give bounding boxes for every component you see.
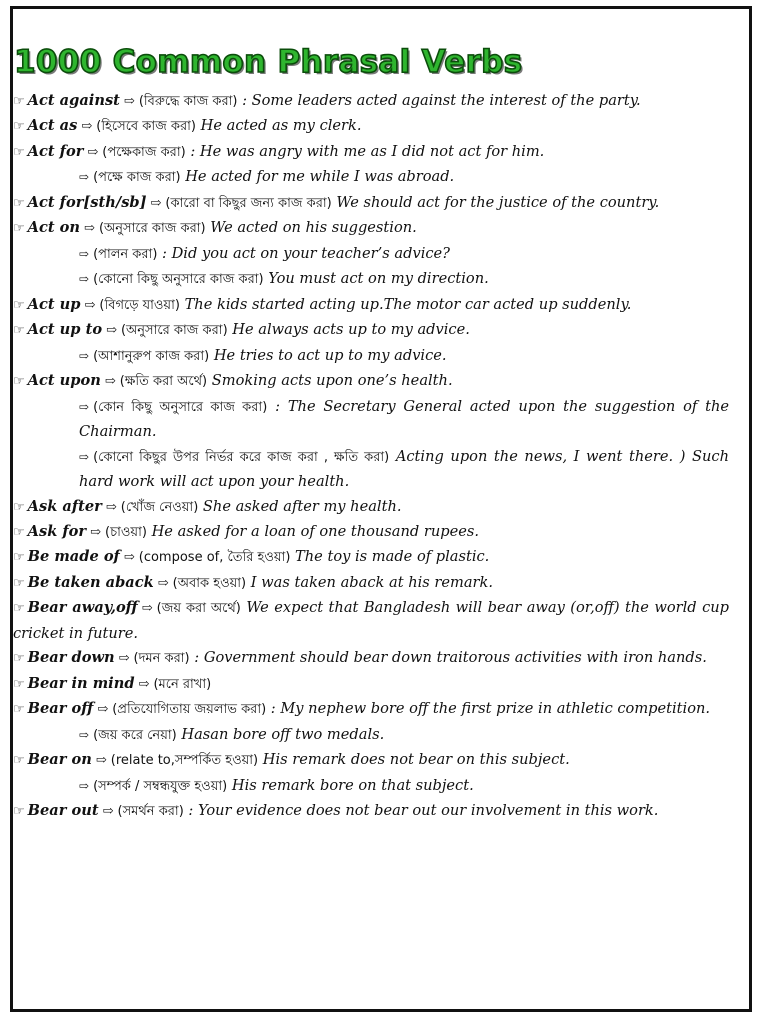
example: We acted on his suggestion. xyxy=(210,219,417,237)
phrase: Bear on xyxy=(27,751,92,769)
right-arrow-icon: ⇨ xyxy=(79,399,90,414)
phrasal-verb-list xyxy=(13,89,729,825)
phrase: Act up to xyxy=(27,321,103,339)
right-arrow-icon: ⇨ xyxy=(138,676,150,692)
example: You must act on my direction. xyxy=(268,270,489,288)
meaning: (অবাক হওয়া) xyxy=(172,575,247,591)
right-arrow-icon: ⇨ xyxy=(105,499,117,515)
list-item xyxy=(13,748,729,773)
meaning: (সম্পর্ক / সম্বন্ধযুক্ত হওয়া) xyxy=(93,778,228,794)
meaning: (কারো বা কিছুর জন্য কাজ করা) xyxy=(165,195,332,211)
list-item xyxy=(13,293,729,318)
meaning: (পক্ষে কাজ করা) xyxy=(93,170,181,186)
pointing-hand-icon: ☞ xyxy=(13,702,25,718)
list-item xyxy=(13,571,729,596)
list-item xyxy=(13,318,729,343)
phrase: Act for[sth/sb] xyxy=(27,193,147,211)
meaning: (কোনো কিছু অনুসারে কাজ করা) xyxy=(93,272,264,288)
sub-item xyxy=(13,774,729,799)
pointing-hand-icon: ☞ xyxy=(13,499,25,515)
meaning: (বিগড়ে যাওয়া) xyxy=(99,297,180,313)
phrase: Act up xyxy=(27,295,81,313)
right-arrow-icon: ⇨ xyxy=(79,778,90,793)
example: : The Secretary General acted upon the suggestion of the Chairman. xyxy=(79,397,729,441)
right-arrow-icon: ⇨ xyxy=(102,804,114,820)
phrase: Act against xyxy=(27,92,120,109)
phrase: Bear down xyxy=(27,649,115,667)
phrase: Ask for xyxy=(27,522,87,540)
meaning: (জয় করা অর্থে) xyxy=(156,601,241,617)
meaning: (প্রতিযোগিতায় জয়লাভ করা) xyxy=(112,702,267,718)
example: He always acts up to my advice. xyxy=(232,321,470,339)
list-item xyxy=(13,596,729,646)
right-arrow-icon: ⇨ xyxy=(79,272,90,287)
right-arrow-icon: ⇨ xyxy=(87,144,99,160)
example: : He was angry with me as I did not act for him. xyxy=(190,142,545,160)
list-item xyxy=(13,697,729,722)
example: His remark does not bear on this subject. xyxy=(262,751,570,769)
right-arrow-icon: ⇨ xyxy=(141,601,153,617)
phrase: Bear off xyxy=(27,700,94,718)
right-arrow-icon: ⇨ xyxy=(79,246,90,261)
right-arrow-icon: ⇨ xyxy=(150,195,162,211)
pointing-hand-icon: ☞ xyxy=(13,651,25,667)
phrase: Bear out xyxy=(27,802,99,820)
list-item xyxy=(13,114,729,139)
pointing-hand-icon: ☞ xyxy=(13,374,25,390)
page-title: 1000 Common Phrasal Verbs xyxy=(14,44,523,80)
phrase: Act on xyxy=(27,219,81,237)
right-arrow-icon: ⇨ xyxy=(84,297,96,313)
example: The kids started acting up.The motor car acted up suddenly. xyxy=(184,295,632,313)
example: He tries to act up to my advice. xyxy=(213,346,447,364)
right-arrow-icon: ⇨ xyxy=(123,94,135,109)
meaning: (আশানুরুপ কাজ করা) xyxy=(93,348,210,364)
pointing-hand-icon: ☞ xyxy=(13,753,25,769)
pointing-hand-icon: ☞ xyxy=(13,575,25,591)
example: : Some leaders acted against the interest of the party. xyxy=(242,92,641,109)
meaning: (পক্ষেকাজ করা) xyxy=(102,144,186,160)
list-item xyxy=(13,216,729,241)
right-arrow-icon: ⇨ xyxy=(79,449,90,464)
example: : Government should bear down traitorous activities with iron hands. xyxy=(194,649,707,667)
meaning: (পালন করা) xyxy=(93,246,158,262)
example: He acted as my clerk. xyxy=(200,117,362,135)
example: Hasan bore off two medals. xyxy=(181,725,385,743)
meaning: (অনুসারে কাজ করা) xyxy=(120,323,228,339)
phrase: Act for xyxy=(27,142,84,160)
right-arrow-icon: ⇨ xyxy=(79,727,90,742)
meaning: (হিসেবে কাজ করা) xyxy=(96,119,197,135)
example: We expect that Bangladesh will bear away (or,off) the world cup cricket in future. xyxy=(13,599,730,642)
example: I was taken aback at his remark. xyxy=(250,573,493,591)
meaning: (কোন কিছু অনুসারে কাজ করা) xyxy=(93,399,268,415)
pointing-hand-icon: ☞ xyxy=(13,94,25,109)
meaning: (compose of, তৈরি হওয়া) xyxy=(138,550,291,566)
sub-item xyxy=(13,723,729,748)
pointing-hand-icon: ☞ xyxy=(13,221,25,237)
list-item xyxy=(13,545,729,570)
meaning: (কোনো কিছুর উপর নির্ভর করে কাজ করা , ক্ষতি করা) xyxy=(93,449,390,465)
pointing-hand-icon: ☞ xyxy=(13,550,25,566)
list-item xyxy=(13,672,729,697)
right-arrow-icon: ⇨ xyxy=(95,753,107,769)
pointing-hand-icon: ☞ xyxy=(13,195,25,211)
meaning: (সমর্থন করা) xyxy=(117,804,184,820)
meaning: (অনুসারে কাজ করা) xyxy=(98,221,206,237)
right-arrow-icon: ⇨ xyxy=(97,702,109,718)
right-arrow-icon: ⇨ xyxy=(90,524,101,540)
phrase: Bear in mind xyxy=(27,674,135,692)
list-item xyxy=(13,520,729,545)
example: : My nephew bore off the first prize in athletic competition. xyxy=(270,700,711,718)
sub-item xyxy=(13,165,729,190)
example: : Did you act on your teacher’s advice? xyxy=(162,244,451,262)
pointing-hand-icon: ☞ xyxy=(13,524,25,540)
meaning: (জয় করে নেয়া) xyxy=(93,727,177,743)
right-arrow-icon: ⇨ xyxy=(84,221,95,237)
list-item xyxy=(13,191,729,216)
sub-item xyxy=(13,344,729,369)
example: She asked after my health. xyxy=(202,497,402,515)
example: He acted for me while I was abroad. xyxy=(185,168,455,186)
meaning: (বিরুদ্ধে কাজ করা) xyxy=(138,94,238,109)
meaning: (মনে রাখা) xyxy=(153,676,212,692)
phrase: Be taken aback xyxy=(27,573,154,591)
example: : Your evidence does not bear out our involvement in this work. xyxy=(188,802,659,820)
right-arrow-icon: ⇨ xyxy=(81,119,93,135)
meaning: (ক্ষতি করা অর্থে) xyxy=(119,374,208,390)
example: Smoking acts upon one’s health. xyxy=(211,372,453,390)
right-arrow-icon: ⇨ xyxy=(123,550,135,566)
example: His remark bore on that subject. xyxy=(231,776,474,794)
sub-item xyxy=(13,445,729,495)
right-arrow-icon: ⇨ xyxy=(106,323,117,339)
list-item xyxy=(13,799,729,824)
pointing-hand-icon: ☞ xyxy=(13,119,25,135)
list-item xyxy=(13,495,729,520)
example: He asked for a loan of one thousand rupees. xyxy=(151,522,479,540)
meaning: (খোঁজ নেওয়া) xyxy=(120,499,199,515)
sub-item xyxy=(13,242,729,267)
phrase: Act as xyxy=(27,117,78,135)
pointing-hand-icon: ☞ xyxy=(13,297,25,313)
pointing-hand-icon: ☞ xyxy=(13,676,25,692)
right-arrow-icon: ⇨ xyxy=(79,348,90,363)
phrase: Bear away,off xyxy=(27,599,138,617)
meaning: (দমন করা) xyxy=(133,651,190,667)
sub-item xyxy=(13,267,729,292)
meaning: (relate to,সম্পর্কিত হওয়া) xyxy=(110,753,259,769)
pointing-hand-icon: ☞ xyxy=(13,804,25,820)
example: Acting upon the news, I went there. ) Such hard work will act upon your health. xyxy=(79,447,729,491)
pointing-hand-icon: ☞ xyxy=(13,601,25,617)
meaning: (চাওয়া) xyxy=(105,524,147,540)
right-arrow-icon: ⇨ xyxy=(157,575,169,591)
example: We should act for the justice of the country. xyxy=(336,193,660,211)
pointing-hand-icon: ☞ xyxy=(13,144,25,160)
list-item xyxy=(13,646,729,671)
phrase: Ask after xyxy=(27,497,102,515)
right-arrow-icon: ⇨ xyxy=(118,651,130,667)
right-arrow-icon: ⇨ xyxy=(104,374,116,390)
phrase: Be made of xyxy=(27,548,120,566)
list-item xyxy=(13,369,729,394)
list-item xyxy=(13,89,729,114)
example: The toy is made of plastic. xyxy=(295,548,490,566)
phrase: Act upon xyxy=(27,372,101,390)
pointing-hand-icon: ☞ xyxy=(13,323,25,339)
sub-item xyxy=(13,395,729,445)
right-arrow-icon: ⇨ xyxy=(79,170,90,185)
list-item xyxy=(13,140,729,165)
